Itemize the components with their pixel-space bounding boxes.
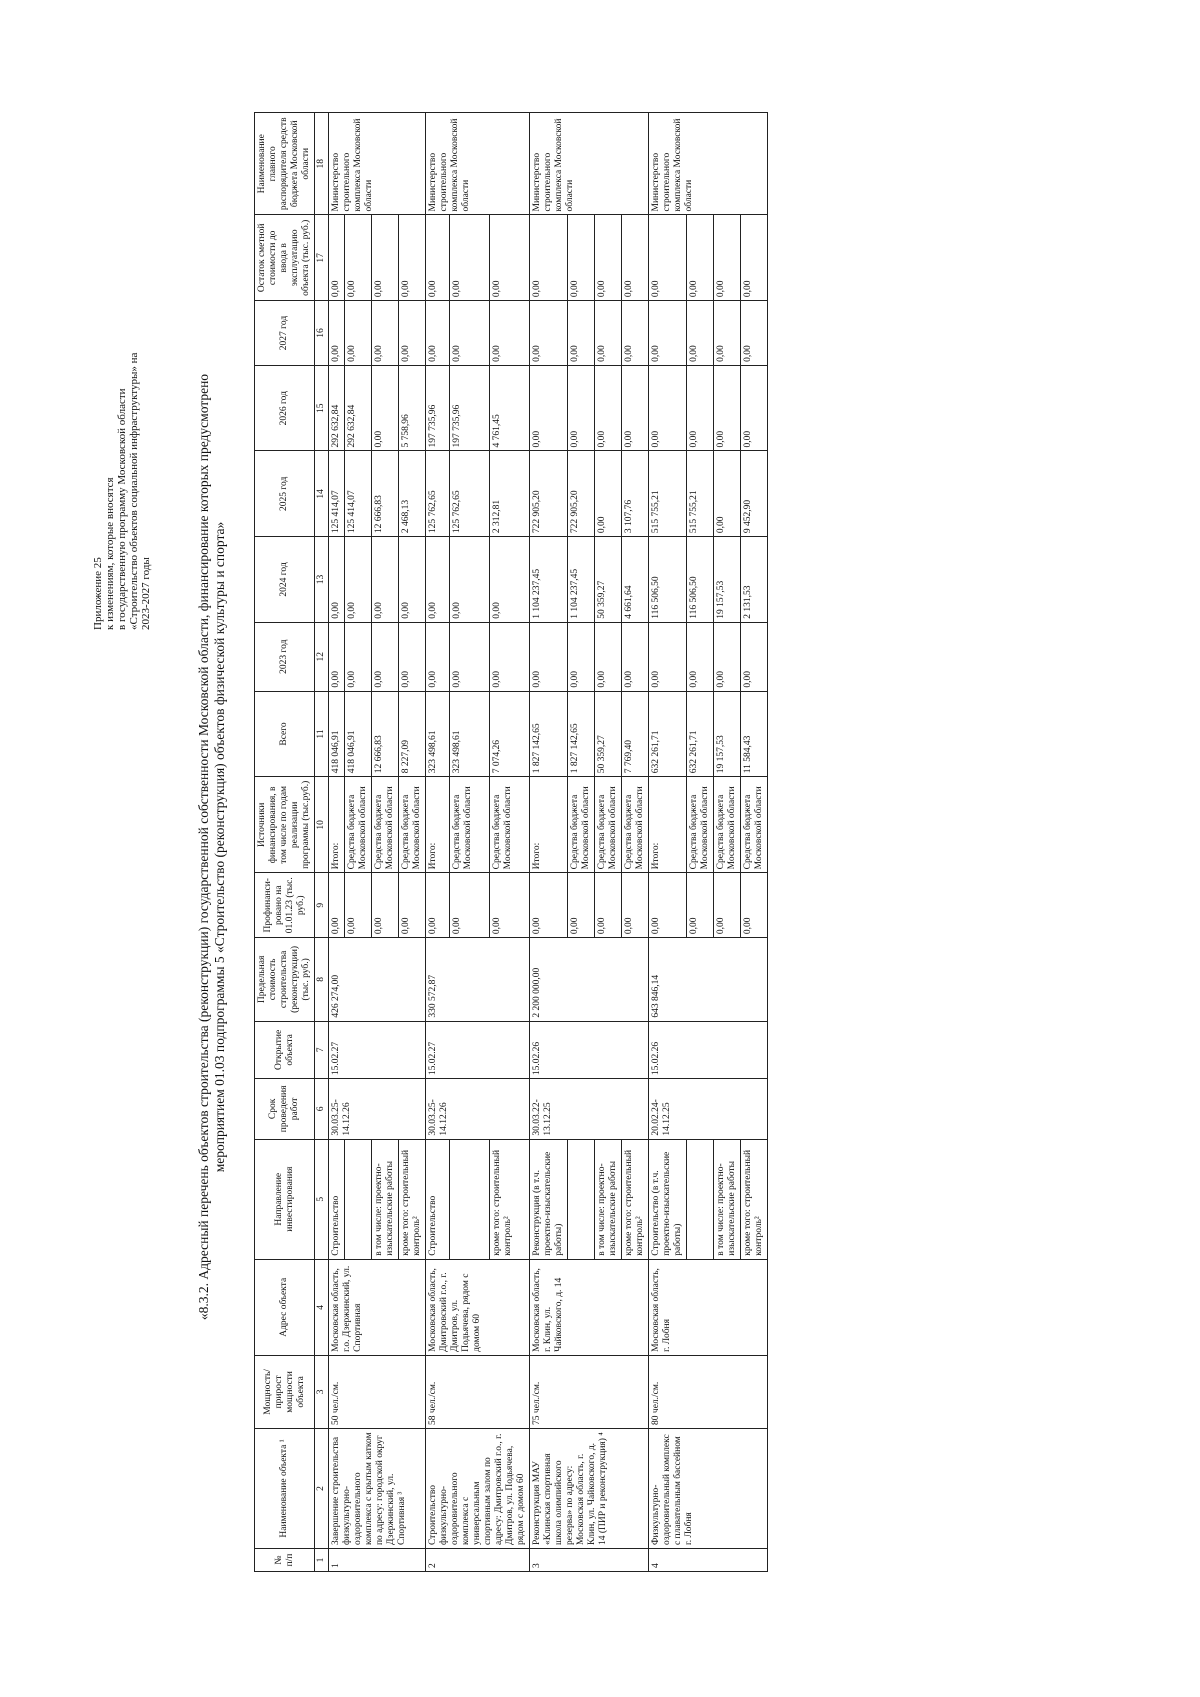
- source-cell: Средства бюджета Московской области: [489, 777, 529, 873]
- remainder-cell: 0,00: [345, 215, 372, 301]
- direction-cell: кроме того: строительный контроль²: [489, 1139, 529, 1259]
- object-number-cell: 2: [426, 1549, 530, 1572]
- year-2023-cell: 0,00: [372, 622, 399, 691]
- source-cell: Итого:: [426, 777, 450, 873]
- year-2026-cell: 5 758,96: [399, 365, 426, 451]
- header-cell: № п/п: [255, 1549, 315, 1572]
- direction-cell: в том числе: проектно-изыскательские работы: [372, 1139, 399, 1259]
- remainder-cell: 0,00: [622, 215, 649, 301]
- year-2024-cell: 1 104 237,45: [530, 537, 568, 623]
- year-2023-cell: 0,00: [595, 622, 622, 691]
- year-2023-cell: 0,00: [741, 622, 768, 691]
- manager-cell: Министерство строительного комплекса Московской области: [530, 113, 649, 216]
- direction-cell: [568, 1139, 595, 1259]
- object-name-cell: Строительство физкультурно-оздоровительного комплекса с универсальным спортивным залом по адресу: Дмитровский г.о., г. Дмитров, ул. Подьячева, рядом с домом 60: [426, 1428, 530, 1548]
- year-2025-cell: 515 755,21: [649, 451, 687, 537]
- source-cell: Средства бюджета Московской области: [687, 777, 714, 873]
- header-cell: Источники финансирования, в том числе по годам реализации программы (тыс.руб.): [255, 777, 315, 873]
- total-cell: 632 261,71: [687, 691, 714, 777]
- direction-cell: Реконструкция (в т.ч. проектно-изыскательские работы): [530, 1139, 568, 1259]
- column-number-cell: 14: [315, 451, 329, 537]
- opening-cell: 15.02.26: [649, 1021, 768, 1078]
- financed-cell: 0,00: [622, 873, 649, 938]
- year-2027-cell: 0,00: [372, 301, 399, 366]
- year-2023-cell: 0,00: [489, 622, 529, 691]
- year-2027-cell: 0,00: [399, 301, 426, 366]
- year-2023-cell: 0,00: [345, 622, 372, 691]
- manager-cell: Министерство строительного комплекса Московской области: [329, 113, 426, 216]
- table-row: [530, 113, 568, 1572]
- year-2025-cell: 125 414,07: [345, 451, 372, 537]
- year-2026-cell: 0,00: [622, 365, 649, 451]
- total-cell: 19 157,53: [714, 691, 741, 777]
- object-name-cell: Физкультурно-оздоровительный комплекс с плавательным бассейном г. Лобня: [649, 1428, 768, 1548]
- direction-cell: [687, 1139, 714, 1259]
- total-cell: 1 827 142,65: [530, 691, 568, 777]
- manager-cell: Министерство строительного комплекса Московской области: [426, 113, 530, 216]
- source-cell: Итого:: [329, 777, 345, 873]
- remainder-cell: 0,00: [426, 215, 450, 301]
- column-number-cell: 6: [315, 1079, 329, 1140]
- year-2026-cell: 292 632,84: [345, 365, 372, 451]
- title-line: мероприятием 01.03 подпрограммы 5 «Строительство (реконструкция) объектов физической культуры и спорта»: [212, 521, 227, 1173]
- remainder-cell: 0,00: [595, 215, 622, 301]
- column-number-cell: 1: [315, 1549, 329, 1572]
- direction-cell: в том числе: проектно-изыскательские работы: [595, 1139, 622, 1259]
- column-number-cell: 11: [315, 691, 329, 777]
- column-number-cell: 2: [315, 1428, 329, 1548]
- financed-cell: 0,00: [426, 873, 450, 938]
- header-cell: Всего: [255, 691, 315, 777]
- limit-cost-cell: 2 200 000,00: [530, 938, 649, 1022]
- total-cell: 323 498,61: [426, 691, 450, 777]
- object-name-cell: Завершение строительства физкультурно-оздоровительного комплекса с крытым катком по адресу: городской округ Дзержинский, ул. Спортивная ³: [329, 1428, 426, 1548]
- year-2027-cell: 0,00: [649, 301, 687, 366]
- header-cell: 2026 год: [255, 365, 315, 451]
- appendix-line: в государственную программу Московской области: [116, 388, 128, 630]
- year-2024-cell: 0,00: [449, 537, 489, 623]
- appendix-note: [92, 70, 152, 630]
- year-2025-cell: 722 905,20: [568, 451, 595, 537]
- year-2025-cell: 125 414,07: [329, 451, 345, 537]
- financed-cell: 0,00: [595, 873, 622, 938]
- year-2024-cell: 19 157,53: [714, 537, 741, 623]
- financed-cell: 0,00: [329, 873, 345, 938]
- remainder-cell: 0,00: [399, 215, 426, 301]
- total-cell: 8 227,09: [399, 691, 426, 777]
- document-title: [196, 117, 228, 1577]
- limit-cost-cell: 426 274,00: [329, 938, 426, 1022]
- direction-cell: Строительство: [426, 1139, 450, 1259]
- financed-cell: 0,00: [489, 873, 529, 938]
- source-cell: Средства бюджета Московской области: [568, 777, 595, 873]
- header-cell: Наименование главного распорядителя средств бюджета Московской области: [255, 113, 315, 216]
- direction-cell: Строительство: [329, 1139, 345, 1259]
- object-number-cell: 3: [530, 1549, 649, 1572]
- year-2026-cell: 0,00: [372, 365, 399, 451]
- year-2023-cell: 0,00: [449, 622, 489, 691]
- header-cell: 2027 год: [255, 301, 315, 366]
- header-cell: Наименование объекта ¹: [255, 1428, 315, 1548]
- source-cell: Итого:: [530, 777, 568, 873]
- year-2025-cell: 2 312,81: [489, 451, 529, 537]
- total-cell: 50 359,27: [595, 691, 622, 777]
- appendix-line: 2023-2027 годы: [140, 557, 152, 630]
- financed-cell: 0,00: [449, 873, 489, 938]
- year-2027-cell: 0,00: [329, 301, 345, 366]
- year-2024-cell: 0,00: [399, 537, 426, 623]
- year-2026-cell: 0,00: [595, 365, 622, 451]
- title-line: «8.3.2. Адресный перечень объектов строительства (реконструкции) государственной собственности Московской области, финансирование которых предусмотрено: [196, 373, 211, 1321]
- capacity-cell: 75 чел./см.: [530, 1355, 649, 1428]
- remainder-cell: 0,00: [372, 215, 399, 301]
- financed-cell: 0,00: [372, 873, 399, 938]
- object-number-cell: 4: [649, 1549, 768, 1572]
- year-2024-cell: 0,00: [426, 537, 450, 623]
- address-cell: Московская область, Дмитровский г.о., г. Дмитров, ул. Подьячева, рядом с домом 60: [426, 1259, 530, 1355]
- year-2023-cell: 0,00: [329, 622, 345, 691]
- year-2024-cell: 1 104 237,45: [568, 537, 595, 623]
- remainder-cell: 0,00: [329, 215, 345, 301]
- year-2027-cell: 0,00: [687, 301, 714, 366]
- opening-cell: 15.02.26: [530, 1021, 649, 1078]
- year-2024-cell: 116 506,50: [687, 537, 714, 623]
- column-number-cell: 12: [315, 622, 329, 691]
- header-cell: Адрес объекта: [255, 1259, 315, 1355]
- table-row: [329, 113, 345, 1572]
- opening-cell: 15.02.27: [329, 1021, 426, 1078]
- source-cell: Средства бюджета Московской области: [741, 777, 768, 873]
- year-2026-cell: 0,00: [741, 365, 768, 451]
- financed-cell: 0,00: [687, 873, 714, 938]
- year-2026-cell: 0,00: [568, 365, 595, 451]
- year-2023-cell: 0,00: [622, 622, 649, 691]
- appendix-line: «Строительство объектов социальной инфраструктуры» на: [128, 352, 140, 630]
- column-number-cell: 13: [315, 537, 329, 623]
- year-2025-cell: 2 468,13: [399, 451, 426, 537]
- total-cell: 11 584,43: [741, 691, 768, 777]
- column-number-cell: 7: [315, 1021, 329, 1078]
- header-cell: Срок проведения работ: [255, 1079, 315, 1140]
- financed-cell: 0,00: [568, 873, 595, 938]
- remainder-cell: 0,00: [741, 215, 768, 301]
- year-2025-cell: 9 452,90: [741, 451, 768, 537]
- year-2023-cell: 0,00: [399, 622, 426, 691]
- year-2026-cell: 0,00: [649, 365, 687, 451]
- year-2024-cell: 4 661,64: [622, 537, 649, 623]
- year-2027-cell: 0,00: [568, 301, 595, 366]
- year-2027-cell: 0,00: [345, 301, 372, 366]
- year-2025-cell: 0,00: [714, 451, 741, 537]
- column-number-cell: 17: [315, 215, 329, 301]
- year-2023-cell: 0,00: [530, 622, 568, 691]
- column-number-cell: 9: [315, 873, 329, 938]
- column-number-cell: 8: [315, 938, 329, 1022]
- remainder-cell: 0,00: [649, 215, 687, 301]
- year-2025-cell: 0,00: [595, 451, 622, 537]
- year-2025-cell: 12 666,83: [372, 451, 399, 537]
- year-2023-cell: 0,00: [649, 622, 687, 691]
- year-2026-cell: 0,00: [714, 365, 741, 451]
- table-row: [649, 113, 687, 1572]
- direction-cell: в том числе: проектно-изыскательские работы: [714, 1139, 741, 1259]
- source-cell: Средства бюджета Московской области: [399, 777, 426, 873]
- year-2024-cell: 0,00: [345, 537, 372, 623]
- year-2024-cell: 0,00: [329, 537, 345, 623]
- remainder-cell: 0,00: [489, 215, 529, 301]
- year-2023-cell: 0,00: [426, 622, 450, 691]
- capacity-cell: 58 чел./см.: [426, 1355, 530, 1428]
- object-number-cell: 1: [329, 1549, 426, 1572]
- year-2027-cell: 0,00: [449, 301, 489, 366]
- total-cell: 12 666,83: [372, 691, 399, 777]
- header-cell: 2025 год: [255, 451, 315, 537]
- year-2027-cell: 0,00: [426, 301, 450, 366]
- address-cell: Московская область, г.о. Дзержинский, ул. Спортивная: [329, 1259, 426, 1355]
- financed-cell: 0,00: [649, 873, 687, 938]
- manager-cell: Министерство строительного комплекса Московской области: [649, 113, 768, 216]
- year-2023-cell: 0,00: [714, 622, 741, 691]
- period-cell: 30.03.25-14.12.26: [329, 1079, 426, 1140]
- remainder-cell: 0,00: [714, 215, 741, 301]
- year-2024-cell: 0,00: [372, 537, 399, 623]
- direction-cell: Строительство (в т.ч. проектно-изыскательские работы): [649, 1139, 687, 1259]
- total-cell: 7 769,40: [622, 691, 649, 777]
- column-number-cell: 4: [315, 1259, 329, 1355]
- year-2025-cell: 3 107,76: [622, 451, 649, 537]
- header-cell: Мощность/ прирост мощности объекта: [255, 1355, 315, 1428]
- capacity-cell: 50 чел./см.: [329, 1355, 426, 1428]
- opening-cell: 15.02.27: [426, 1021, 530, 1078]
- year-2024-cell: 116 506,50: [649, 537, 687, 623]
- source-cell: Средства бюджета Московской области: [345, 777, 372, 873]
- total-cell: 1 827 142,65: [568, 691, 595, 777]
- column-number-cell: 10: [315, 777, 329, 873]
- year-2025-cell: 515 755,21: [687, 451, 714, 537]
- total-cell: 418 046,91: [329, 691, 345, 777]
- direction-cell: [345, 1139, 372, 1259]
- header-cell: 2024 год: [255, 537, 315, 623]
- column-number-cell: 15: [315, 365, 329, 451]
- year-2026-cell: 292 632,84: [329, 365, 345, 451]
- source-cell: Средства бюджета Московской области: [622, 777, 649, 873]
- year-2026-cell: 4 761,45: [489, 365, 529, 451]
- financed-cell: 0,00: [530, 873, 568, 938]
- total-cell: 418 046,91: [345, 691, 372, 777]
- direction-cell: [449, 1139, 489, 1259]
- limit-cost-cell: 330 572,87: [426, 938, 530, 1022]
- year-2025-cell: 125 762,65: [426, 451, 450, 537]
- period-cell: 30.03.22-13.12.25: [530, 1079, 649, 1140]
- address-cell: Московская область, г. Клин, ул. Чайковского, д. 14: [530, 1259, 649, 1355]
- column-number-row: [315, 113, 329, 1572]
- financed-cell: 0,00: [741, 873, 768, 938]
- year-2026-cell: 197 735,96: [426, 365, 450, 451]
- year-2024-cell: 0,00: [489, 537, 529, 623]
- objects-table: [254, 112, 768, 1572]
- source-cell: Средства бюджета Московской области: [595, 777, 622, 873]
- direction-cell: кроме того: строительный контроль²: [741, 1139, 768, 1259]
- year-2025-cell: 125 762,65: [449, 451, 489, 537]
- year-2023-cell: 0,00: [687, 622, 714, 691]
- financed-cell: 0,00: [345, 873, 372, 938]
- limit-cost-cell: 643 846,14: [649, 938, 768, 1022]
- remainder-cell: 0,00: [449, 215, 489, 301]
- year-2024-cell: 50 359,27: [595, 537, 622, 623]
- total-cell: 632 261,71: [649, 691, 687, 777]
- direction-cell: кроме того: строительный контроль²: [399, 1139, 426, 1259]
- remainder-cell: 0,00: [687, 215, 714, 301]
- header-cell: Остаток сметной стоимости до ввода в эксплуатацию объекта (тыс. руб.): [255, 215, 315, 301]
- source-cell: Средства бюджета Московской области: [372, 777, 399, 873]
- table-body: [329, 113, 768, 1572]
- remainder-cell: 0,00: [530, 215, 568, 301]
- period-cell: 20.02.24-14.12.25: [649, 1079, 768, 1140]
- source-cell: Средства бюджета Московской области: [714, 777, 741, 873]
- appendix-line: Приложение 25: [92, 557, 104, 630]
- year-2027-cell: 0,00: [741, 301, 768, 366]
- year-2027-cell: 0,00: [714, 301, 741, 366]
- year-2027-cell: 0,00: [530, 301, 568, 366]
- column-number-cell: 18: [315, 113, 329, 216]
- column-number-cell: 3: [315, 1355, 329, 1428]
- remainder-cell: 0,00: [568, 215, 595, 301]
- object-name-cell: Реконструкция МАУ «Клинская спортивная школа олимпийского резерва» по адресу: Московская область, г. Клин, ул. Чайковского, д. 14 (ПИР и реконструкция) ⁴: [530, 1428, 649, 1548]
- period-cell: 30.03.25-14.12.26: [426, 1079, 530, 1140]
- appendix-line: к изменениям, которые вносятся: [104, 477, 116, 630]
- financed-cell: 0,00: [714, 873, 741, 938]
- source-cell: Итого:: [649, 777, 687, 873]
- year-2026-cell: 0,00: [530, 365, 568, 451]
- year-2024-cell: 2 131,53: [741, 537, 768, 623]
- direction-cell: кроме того: строительный контроль²: [622, 1139, 649, 1259]
- header-cell: Профинанси-ровано на 01.01.23 (тыс. руб.): [255, 873, 315, 938]
- year-2025-cell: 722 905,20: [530, 451, 568, 537]
- header-cell: 2023 год: [255, 622, 315, 691]
- financed-cell: 0,00: [399, 873, 426, 938]
- year-2023-cell: 0,00: [568, 622, 595, 691]
- header-cell: Открытие объекта: [255, 1021, 315, 1078]
- year-2026-cell: 197 735,96: [449, 365, 489, 451]
- table-row: [426, 113, 450, 1572]
- total-cell: 323 498,61: [449, 691, 489, 777]
- column-number-cell: 5: [315, 1139, 329, 1259]
- column-number-cell: 16: [315, 301, 329, 366]
- year-2026-cell: 0,00: [687, 365, 714, 451]
- year-2027-cell: 0,00: [595, 301, 622, 366]
- source-cell: Средства бюджета Московской области: [449, 777, 489, 873]
- header-cell: Направление инвестирования: [255, 1139, 315, 1259]
- total-cell: 7 074,26: [489, 691, 529, 777]
- header-cell: Предельная стоимость строительства (реконструкции) (тыс. руб.): [255, 938, 315, 1022]
- header-row: [255, 113, 315, 1572]
- year-2027-cell: 0,00: [489, 301, 529, 366]
- address-cell: Московская область, г. Лобня: [649, 1259, 768, 1355]
- capacity-cell: 80 чел./см.: [649, 1355, 768, 1428]
- year-2027-cell: 0,00: [622, 301, 649, 366]
